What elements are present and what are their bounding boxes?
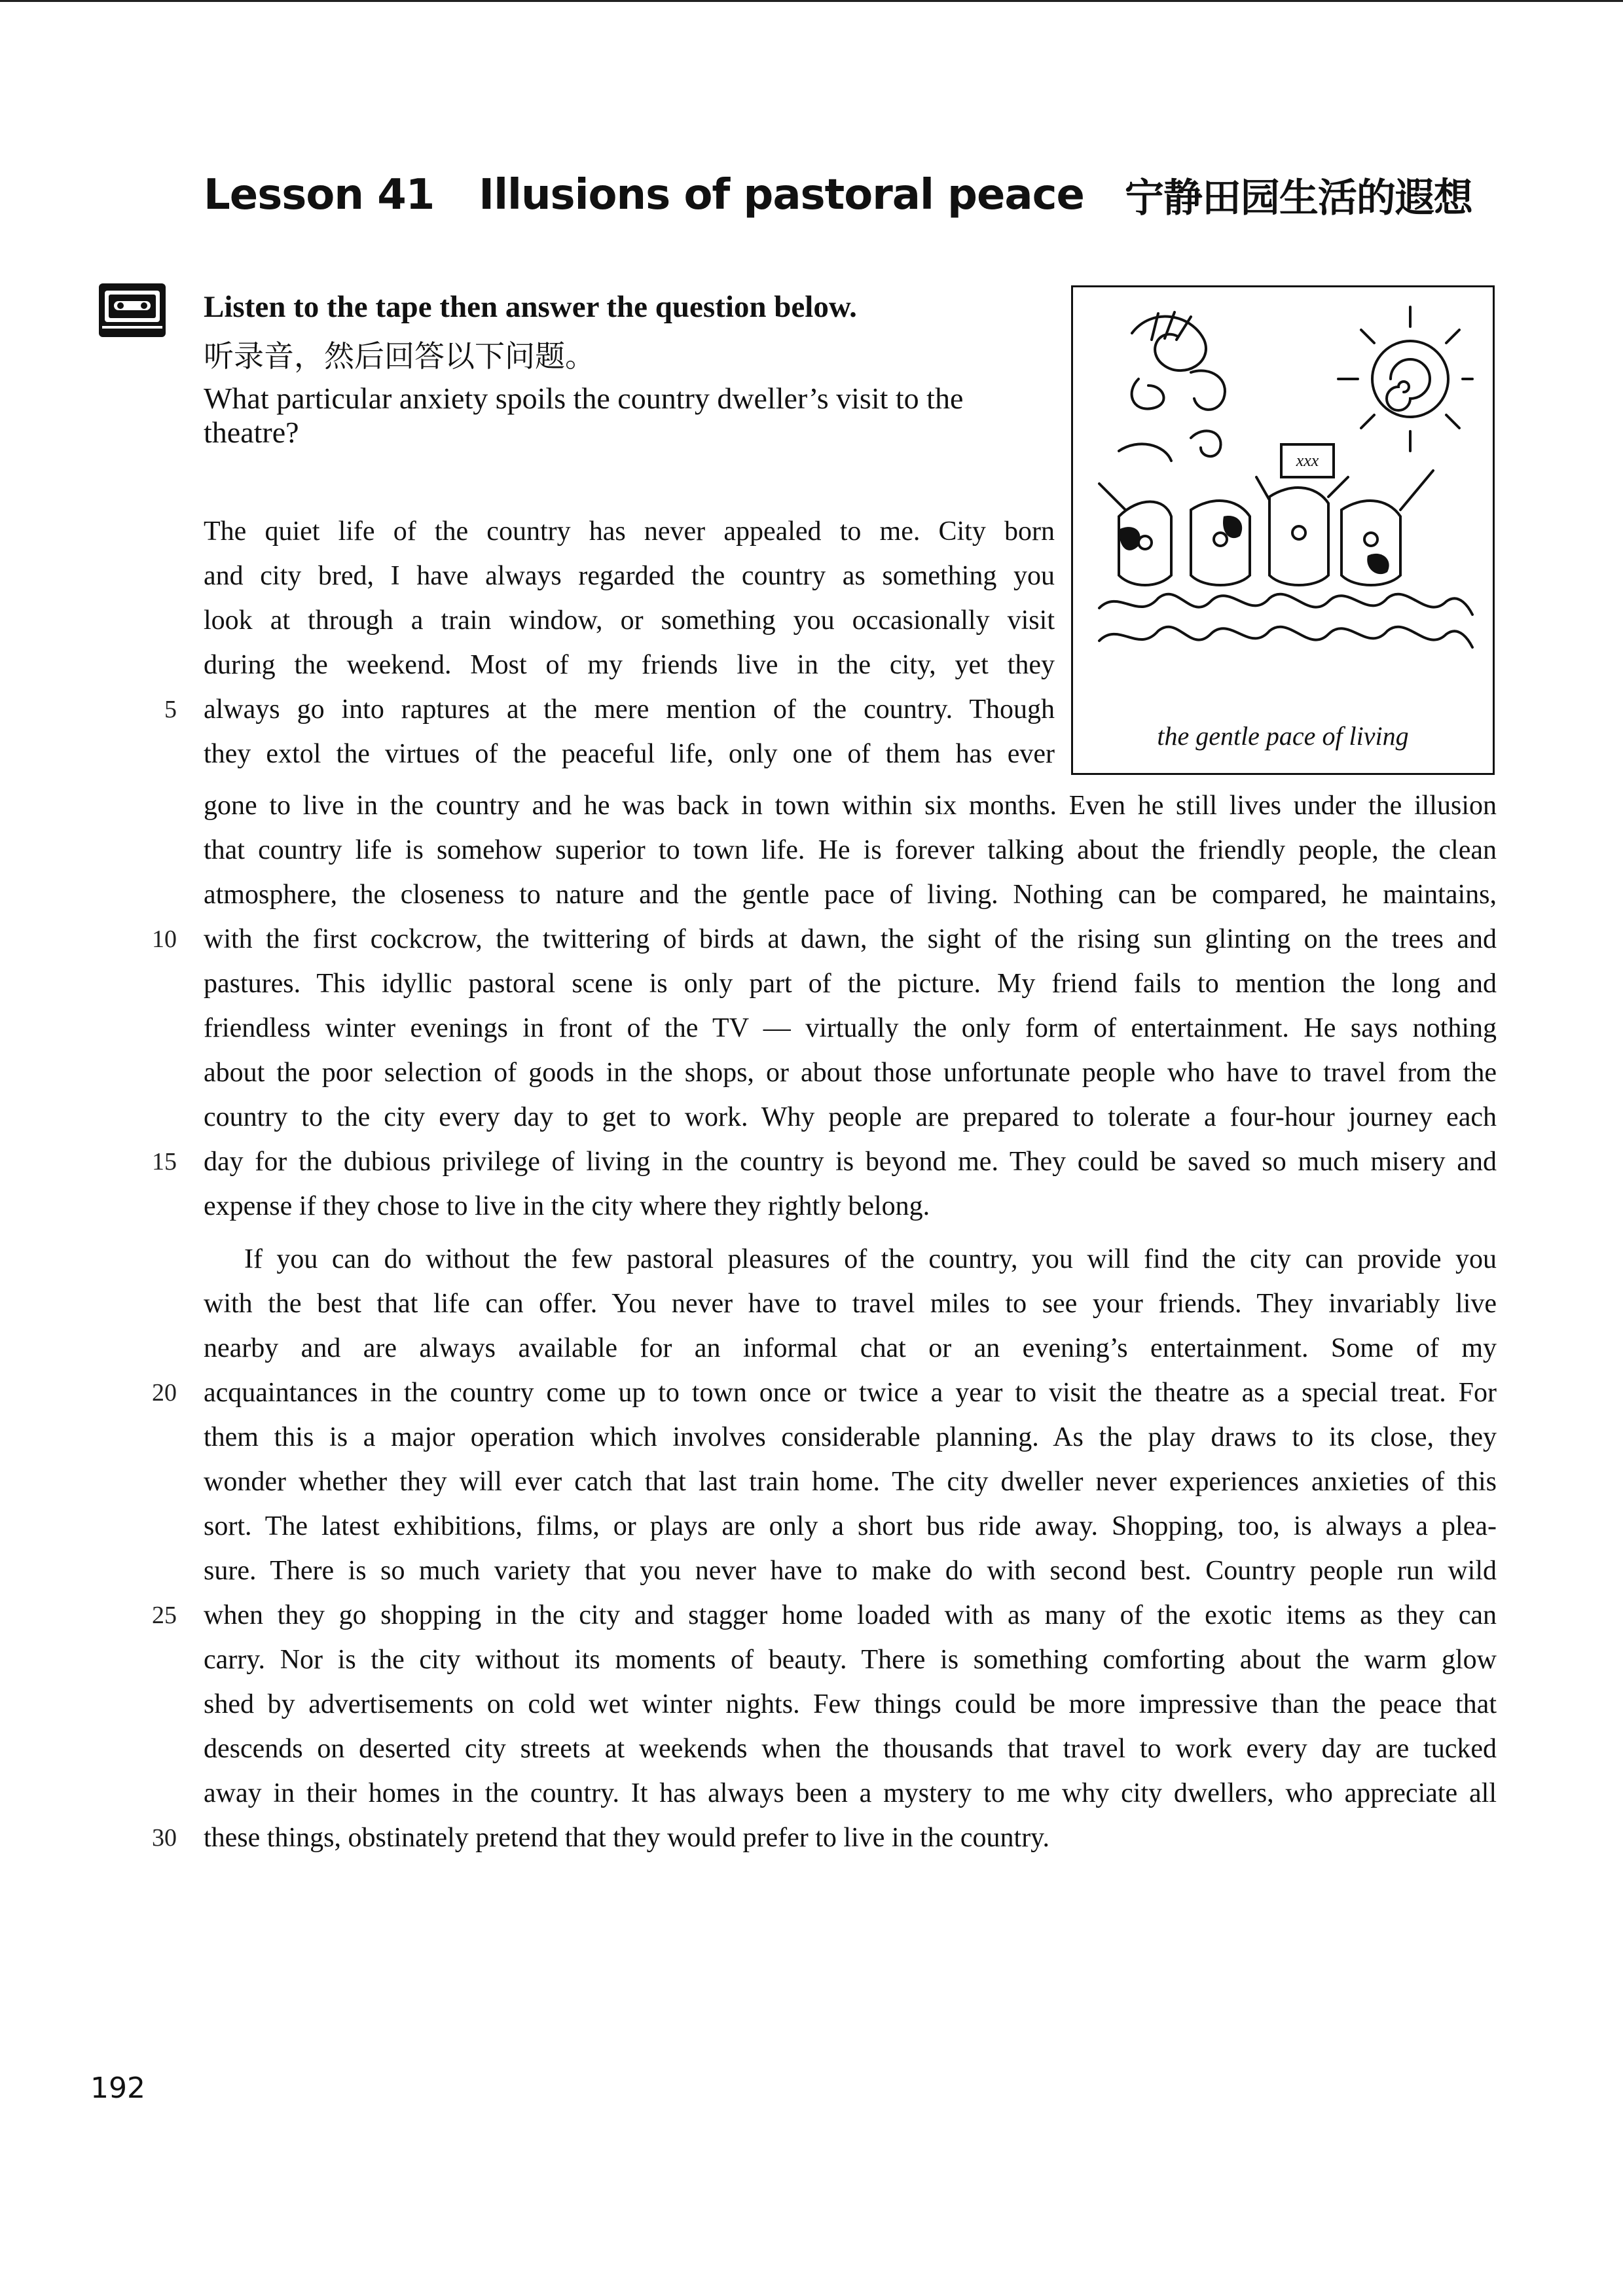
passage-line: gone to live in the country and he was back in town within six months. Even he still lives under the illusion	[204, 791, 1497, 821]
passage-line: shed by advertisements on cold wet winter nights. Few things could be more impressive than the peace that	[204, 1689, 1497, 1719]
illustration-frame	[1071, 285, 1495, 775]
passage-line: about the poor selection of goods in the shops, or about those unfortunate people who have to travel from the	[204, 1058, 1497, 1088]
passage-line: them this is a major operation which involves considerable planning. As the play draws to its close, they	[204, 1422, 1497, 1452]
passage-line: acquaintances in the country come up to town once or twice a year to visit the theatre as a special treat. For	[204, 1378, 1497, 1408]
listening-instruction: Listen to the tape then answer the question below.	[204, 290, 857, 324]
passage-line: sure. There is so much variety that you never have to make do with second best. Country people run wild	[204, 1556, 1497, 1586]
passage-line: The quiet life of the country has never appealed to me. City born	[204, 516, 1055, 547]
cassette-tape-icon	[97, 281, 168, 339]
passage-line: with the first cockcrow, the twittering of birds at dawn, the sight of the rising sun glinting on the trees and	[204, 924, 1497, 954]
passage-line: nearby and are always available for an informal chat or an evening’s entertainment. Some of my	[204, 1333, 1497, 1363]
pastoral-cartoon-illustration	[1093, 300, 1476, 706]
lesson-number: Lesson 41	[204, 171, 435, 219]
passage-line: during the weekend. Most of my friends live in the city, yet they	[204, 650, 1055, 680]
passage-line: with the best that life can offer. You never have to travel miles to see your friends. They invariably live	[204, 1289, 1497, 1319]
line-number: 5	[164, 696, 177, 723]
passage-line: pastures. This idyllic pastoral scene is only part of the picture. My friend fails to mention the long and	[204, 969, 1497, 999]
page-number: 192	[90, 2072, 145, 2105]
passage-line: and city bred, I have always regarded the country as something you	[204, 561, 1055, 591]
passage-line: country to the city every day to get to work. Why people are prepared to tolerate a four-hour journey each	[204, 1102, 1497, 1132]
passage-line: away in their homes in the country. It has always been a mystery to me why city dwellers, who appreciate all	[204, 1778, 1497, 1808]
passage-line: carry. Nor is the city without its moments of beauty. There is something comforting about the warm glow	[204, 1645, 1497, 1675]
passage-line: that country life is somehow superior to town life. He is forever talking about the friendly people, the clean	[204, 835, 1497, 865]
passage-line: look at through a train window, or something you occasionally visit	[204, 605, 1055, 636]
passage-line: always go into raptures at the mere mention of the country. Though	[204, 694, 1055, 725]
passage-line: If you can do without the few pastoral pleasures of the country, you will find the city can provide you	[244, 1244, 1497, 1274]
passage-line: atmosphere, the closeness to nature and the gentle pace of living. Nothing can be compared, he maintains,	[204, 880, 1497, 910]
passage-line: they extol the virtues of the peaceful life, only one of them has ever	[204, 739, 1055, 769]
passage-line: wonder whether they will ever catch that last train home. The city dweller never experiences anxieties of this	[204, 1467, 1497, 1497]
lesson-title	[204, 162, 1472, 228]
line-number: 10	[152, 925, 177, 953]
line-number: 30	[152, 1824, 177, 1852]
listening-instruction-chinese: 听录音，然后回答以下问题。	[204, 340, 595, 373]
passage-line: sort. The latest exhibitions, films, or plays are only a short bus ride away. Shopping, too, is always a plea-	[204, 1511, 1497, 1541]
passage-line: when they go shopping in the city and stagger home loaded with as many of the exotic items as they can	[204, 1600, 1497, 1630]
line-number: 15	[152, 1148, 177, 1175]
line-number: 20	[152, 1379, 177, 1407]
line-number: 25	[152, 1602, 177, 1629]
lesson-title-chinese: 宁静田园生活的遐想	[1124, 175, 1472, 221]
lesson-title-english: Illusions of pastoral peace	[479, 171, 1084, 219]
top-rule	[0, 0, 1623, 2]
passage-line: expense if they chose to live in the city where they rightly belong.	[204, 1191, 930, 1221]
passage-line: day for the dubious privilege of living in the country is beyond me. They could be saved so much misery and	[204, 1147, 1497, 1177]
passage-line: descends on deserted city streets at weekends when the thousands that travel to work every day are tucked	[204, 1734, 1497, 1764]
passage-line: these things, obstinately pretend that they would prefer to live in the country.	[204, 1823, 1049, 1853]
comprehension-question: What particular anxiety spoils the country dweller’s visit to the theatre?	[204, 382, 964, 449]
illustration-caption: the gentle pace of living	[1157, 721, 1409, 751]
sign-text: xxx	[1296, 451, 1319, 470]
passage-line: friendless winter evenings in front of the TV — virtually the only form of entertainment. He says nothing	[204, 1013, 1497, 1043]
